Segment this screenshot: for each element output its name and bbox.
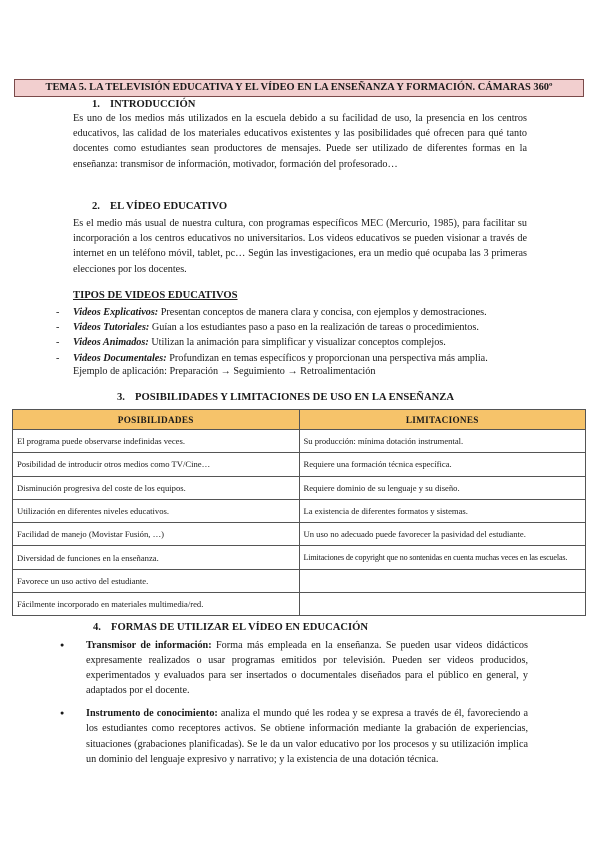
table-row [13, 593, 586, 616]
table-cell: Fácilmente incorporado en materiales multimedia/red. [13, 593, 300, 616]
document-title: TEMA 5. LA TELEVISIÓN EDUCATIVA Y EL VÍDEO EN LA ENSEÑANZA Y FORMACIÓN. CÁMARAS 360º [14, 79, 584, 97]
formas-list [60, 638, 528, 775]
section-number: 4. [93, 622, 101, 633]
table-row [13, 476, 586, 499]
table-cell: Limitaciones de copyright que no sontenidas en cuenta muchas veces en las escuelas. [299, 546, 586, 569]
table-cell: Requiere una formación técnica específica. [299, 453, 586, 476]
table-row [13, 430, 586, 453]
table-cell: Requiere dominio de su lenguaje y su diseño. [299, 476, 586, 499]
list-item: - Videos Documentales: Profundizan en temas específicos y proporcionan una perspectiva más amplia. [56, 351, 536, 366]
section-title: INTRODUCCIÓN [110, 99, 196, 110]
section-heading-posibilidades [117, 392, 454, 403]
table-cell: La existencia de diferentes formatos y sistemas. [299, 499, 586, 522]
intro-paragraph: Es uno de los medios más utilizados en la escuela debido a su facilidad de uso, la presencia en los centros educativos, las calidad de los materiales educativos existentes y las posibilidades qué ofrecen para qué tanto docentes como estudiantes sean productores de mensajes. Puede ser utilizado de diferentes formas en la enseñanza: transmisor de información, motivador, formación del profesorado… [73, 113, 527, 170]
table-cell: El programa puede observarse indefinidas veces. [13, 430, 300, 453]
table-cell: Un uso no adecuado puede favorecer la pasividad del estudiante. [299, 523, 586, 546]
section-heading-formas [93, 622, 368, 633]
table-cell [299, 593, 586, 616]
video-educativo-paragraph: Es el medio más usual de nuestra cultura, con programas específicos MEC (Mercurio, 1985), para facilitar su incorporación a los centros educativos no universitarios. Los videos educativos se pueden visionar a través de internet en un teléfono móvil, tablet, pc… Según las investigaciones, era un medio qué ocupaba las 3 primeras elecciones por los docentes. [73, 218, 527, 275]
table-header-row [13, 410, 586, 430]
example-line: Ejemplo de aplicación: Preparación → Seguimiento → Retroalimentación [73, 366, 376, 377]
table-cell: Favorece un uso activo del estudiante. [13, 569, 300, 592]
table-cell: Su producción: mínima dotación instrumental. [299, 430, 586, 453]
table-cell: Facilidad de manejo (Movistar Fusión, …) [13, 523, 300, 546]
column-header-limitaciones: LIMITACIONES [299, 410, 586, 430]
table-cell: Utilización en diferentes niveles educativos. [13, 499, 300, 522]
section-number: 1. [92, 99, 100, 110]
section-title: EL VÍDEO EDUCATIVO [110, 201, 228, 212]
table-row [13, 569, 586, 592]
table-cell [299, 569, 586, 592]
section-number: 3. [117, 392, 125, 403]
table-row [13, 499, 586, 522]
section-number: 2. [92, 201, 100, 212]
column-header-posibilidades: POSIBILIDADES [13, 410, 300, 430]
types-heading: TIPOS DE VIDEOS EDUCATIVOS [73, 290, 238, 301]
section-heading-video-educativo [92, 201, 227, 212]
list-item: - Videos Animados: Utilizan la animación para simplificar y visualizar conceptos complejos. [56, 335, 536, 350]
table-cell: Posibilidad de introducir otros medios como TV/Cine… [13, 453, 300, 476]
list-item: ● Transmisor de información: Forma más empleada en la enseñanza. Se pueden usar videos didácticos expresamente realizados o usar programas emitidos por televisión. Pueden ser videos producidos, experimentados y evaluados para ser insertados o documentales diseñados para el público en general, y adaptados por el docente. [60, 638, 528, 698]
table-row [13, 453, 586, 476]
list-item: - Videos Tutoriales: Guían a los estudiantes paso a paso en la realización de tareas o procedimientos. [56, 320, 536, 335]
table-cell: Diversidad de funciones en la enseñanza. [13, 546, 300, 569]
list-item: - Videos Explicativos: Presentan conceptos de manera clara y concisa, con ejemplos y demostraciones. [56, 305, 536, 320]
table-cell: Disminución progresiva del coste de los equipos. [13, 476, 300, 499]
section-title: FORMAS DE UTILIZAR EL VÍDEO EN EDUCACIÓN [111, 622, 369, 633]
types-list [56, 305, 536, 366]
section-title: POSIBILIDADES Y LIMITACIONES DE USO EN LA ENSEÑANZA [135, 392, 454, 403]
table-row [13, 523, 586, 546]
list-item: ● Instrumento de conocimiento: analiza el mundo qué les rodea y se expresa a través de él, favoreciendo a los estudiantes como receptores activos. Se obtiene información mediante la grabación de experiencias, situaciones (grabaciones planificadas). Se le da un valor educativo por los procesos y su utilización implica un dominio del lenguaje expresivo y narrativo; y la existencia de una dotación técnica. [60, 706, 528, 766]
possibilities-limitations-table [12, 409, 586, 616]
section-heading-introduccion [92, 99, 195, 110]
table-row [13, 546, 586, 569]
